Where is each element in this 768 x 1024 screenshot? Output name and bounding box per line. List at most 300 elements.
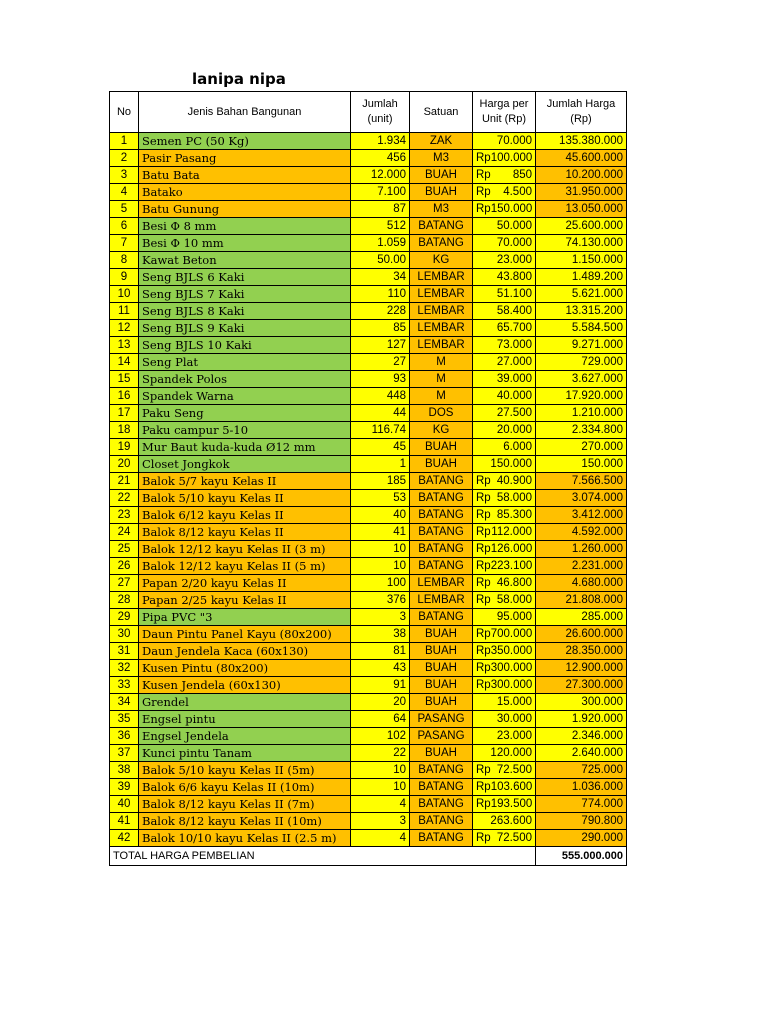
cell-unit-price[interactable] — [473, 677, 536, 694]
cell-no[interactable]: 33 — [110, 677, 139, 694]
cell-material-name[interactable]: Grendel — [139, 694, 351, 711]
cell-quantity[interactable]: 3 — [351, 813, 410, 830]
price-value: 100.000 — [490, 152, 533, 164]
cell-quantity[interactable]: 10 — [351, 762, 410, 779]
price-value: 126.000 — [490, 543, 533, 555]
cell-unit[interactable]: BATANG — [410, 541, 473, 558]
total-row — [110, 847, 627, 866]
table-row — [110, 235, 627, 252]
cell-unit-price[interactable] — [473, 133, 536, 150]
cell-total-price[interactable]: 28.350.000 — [536, 643, 627, 660]
cell-quantity[interactable]: 12.000 — [351, 167, 410, 184]
cell-quantity[interactable]: 41 — [351, 524, 410, 541]
cell-unit-price[interactable] — [473, 201, 536, 218]
cell-quantity[interactable]: 100 — [351, 575, 410, 592]
cell-total-price[interactable]: 10.200.000 — [536, 167, 627, 184]
cell-material-name[interactable]: Papan 2/25 kayu Kelas II — [139, 592, 351, 609]
cell-unit[interactable]: M — [410, 354, 473, 371]
cell-quantity[interactable]: 85 — [351, 320, 410, 337]
cell-unit[interactable]: M3 — [410, 150, 473, 167]
cell-quantity[interactable]: 3 — [351, 609, 410, 626]
price-value: 65.700 — [496, 322, 532, 334]
cell-unit[interactable]: BATANG — [410, 235, 473, 252]
cell-no[interactable]: 1 — [110, 133, 139, 150]
cell-material-name[interactable]: Batu Bata — [139, 167, 351, 184]
cell-unit-price[interactable] — [473, 558, 536, 575]
cell-unit[interactable]: BUAH — [410, 694, 473, 711]
cell-unit[interactable]: LEMBAR — [410, 303, 473, 320]
cell-unit[interactable]: M — [410, 388, 473, 405]
cell-unit-price[interactable] — [473, 643, 536, 660]
cell-material-name[interactable]: Balok 5/10 kayu Kelas II — [139, 490, 351, 507]
cell-quantity[interactable]: 1.934 — [351, 133, 410, 150]
cell-quantity[interactable]: 102 — [351, 728, 410, 745]
header-no[interactable]: No — [110, 92, 139, 133]
cell-quantity[interactable]: 127 — [351, 337, 410, 354]
cell-material-name[interactable]: Engsel Jendela — [139, 728, 351, 745]
table-row — [110, 677, 627, 694]
cell-unit-price[interactable] — [473, 592, 536, 609]
cell-unit[interactable]: BUAH — [410, 439, 473, 456]
price-value: 850 — [512, 169, 532, 181]
cell-total-price[interactable]: 790.800 — [536, 813, 627, 830]
cell-unit[interactable]: BATANG — [410, 490, 473, 507]
cell-no[interactable]: 32 — [110, 660, 139, 677]
header-price[interactable]: Harga per Unit (Rp) — [473, 92, 536, 133]
cell-material-name[interactable]: Balok 8/12 kayu Kelas II — [139, 524, 351, 541]
cell-unit-price[interactable] — [473, 779, 536, 796]
cell-quantity[interactable]: 34 — [351, 269, 410, 286]
cell-unit-price[interactable] — [473, 269, 536, 286]
cell-unit[interactable]: BUAH — [410, 456, 473, 473]
cell-unit-price[interactable] — [473, 167, 536, 184]
cell-quantity[interactable]: 10 — [351, 541, 410, 558]
cell-no[interactable]: 14 — [110, 354, 139, 371]
cell-total-price[interactable]: 17.920.000 — [536, 388, 627, 405]
cell-no[interactable]: 6 — [110, 218, 139, 235]
cell-unit-price[interactable] — [473, 575, 536, 592]
cell-unit[interactable]: LEMBAR — [410, 269, 473, 286]
cell-material-name[interactable]: Spandek Warna — [139, 388, 351, 405]
cell-unit[interactable]: PASANG — [410, 711, 473, 728]
cell-no[interactable]: 18 — [110, 422, 139, 439]
currency-prefix: Rp — [476, 832, 491, 844]
cell-no[interactable]: 36 — [110, 728, 139, 745]
cell-unit-price[interactable] — [473, 235, 536, 252]
cell-total-price[interactable]: 13.050.000 — [536, 201, 627, 218]
cell-no[interactable]: 35 — [110, 711, 139, 728]
cell-material-name[interactable]: Balok 6/6 kayu Kelas II (10m) — [139, 779, 351, 796]
cell-total-price[interactable]: 3.074.000 — [536, 490, 627, 507]
cell-no[interactable]: 23 — [110, 507, 139, 524]
cell-total-price[interactable]: 2.640.000 — [536, 745, 627, 762]
cell-no[interactable]: 20 — [110, 456, 139, 473]
cell-material-name[interactable]: Seng BJLS 7 Kaki — [139, 286, 351, 303]
cell-quantity[interactable]: 45 — [351, 439, 410, 456]
cell-material-name[interactable]: Kusen Jendela (60x130) — [139, 677, 351, 694]
cell-unit-price[interactable] — [473, 762, 536, 779]
cell-material-name[interactable]: Besi Φ 10 mm — [139, 235, 351, 252]
total-value[interactable]: 555.000.000 — [536, 847, 627, 866]
cell-total-price[interactable]: 1.036.000 — [536, 779, 627, 796]
table-row — [110, 473, 627, 490]
cell-no[interactable]: 40 — [110, 796, 139, 813]
cell-total-price[interactable]: 150.000 — [536, 456, 627, 473]
price-value: 72.500 — [496, 764, 532, 776]
currency-prefix: Rp — [476, 560, 491, 572]
cell-no[interactable]: 17 — [110, 405, 139, 422]
cell-unit-price[interactable] — [473, 626, 536, 643]
cell-material-name[interactable]: Pasir Pasang — [139, 150, 351, 167]
cell-material-name[interactable]: Kawat Beton — [139, 252, 351, 269]
price-value: 120.000 — [490, 747, 532, 759]
cell-unit[interactable]: BUAH — [410, 745, 473, 762]
cell-unit-price[interactable] — [473, 218, 536, 235]
cell-material-name[interactable]: Balok 5/7 kayu Kelas II — [139, 473, 351, 490]
cell-total-price[interactable]: 21.808.000 — [536, 592, 627, 609]
currency-prefix: Rp — [476, 662, 491, 674]
cell-material-name[interactable]: Closet Jongkok — [139, 456, 351, 473]
cell-quantity[interactable]: 10 — [351, 558, 410, 575]
cell-total-price[interactable]: 300.000 — [536, 694, 627, 711]
cell-no[interactable]: 12 — [110, 320, 139, 337]
currency-prefix: Rp — [476, 492, 491, 504]
cell-no[interactable]: 29 — [110, 609, 139, 626]
cell-unit[interactable]: BATANG — [410, 762, 473, 779]
cell-unit[interactable]: PASANG — [410, 728, 473, 745]
header-name[interactable]: Jenis Bahan Bangunan — [139, 92, 351, 133]
cell-unit-price[interactable] — [473, 694, 536, 711]
cell-unit[interactable]: BATANG — [410, 218, 473, 235]
cell-material-name[interactable]: Balok 10/10 kayu Kelas II (2.5 m) — [139, 830, 351, 847]
cell-material-name[interactable]: Engsel pintu — [139, 711, 351, 728]
table-row — [110, 218, 627, 235]
cell-material-name[interactable]: Seng BJLS 9 Kaki — [139, 320, 351, 337]
cell-quantity[interactable]: 87 — [351, 201, 410, 218]
cell-unit[interactable]: BATANG — [410, 796, 473, 813]
cell-material-name[interactable]: Daun Jendela Kaca (60x130) — [139, 643, 351, 660]
table-row — [110, 286, 627, 303]
cell-no[interactable]: 10 — [110, 286, 139, 303]
cell-total-price[interactable]: 74.130.000 — [536, 235, 627, 252]
cell-no[interactable]: 41 — [110, 813, 139, 830]
cell-quantity[interactable]: 185 — [351, 473, 410, 490]
header-unit[interactable]: Satuan — [410, 92, 473, 133]
cell-quantity[interactable]: 40 — [351, 507, 410, 524]
cell-total-price[interactable]: 1.150.000 — [536, 252, 627, 269]
cell-total-price[interactable]: 31.950.000 — [536, 184, 627, 201]
cell-total-price[interactable]: 5.584.500 — [536, 320, 627, 337]
cell-quantity[interactable]: 50.00 — [351, 252, 410, 269]
cell-quantity[interactable]: 22 — [351, 745, 410, 762]
cell-no[interactable]: 30 — [110, 626, 139, 643]
cell-total-price[interactable]: 270.000 — [536, 439, 627, 456]
cell-unit[interactable]: BUAH — [410, 643, 473, 660]
cell-material-name[interactable]: Balok 12/12 kayu Kelas II (3 m) — [139, 541, 351, 558]
cell-total-price[interactable]: 285.000 — [536, 609, 627, 626]
cell-unit[interactable]: BATANG — [410, 830, 473, 847]
cell-no[interactable]: 16 — [110, 388, 139, 405]
cell-total-price[interactable]: 7.566.500 — [536, 473, 627, 490]
cell-unit-price[interactable] — [473, 830, 536, 847]
cell-quantity[interactable]: 91 — [351, 677, 410, 694]
cell-quantity[interactable]: 4 — [351, 796, 410, 813]
cell-unit[interactable]: BATANG — [410, 507, 473, 524]
cell-material-name[interactable]: Seng BJLS 10 Kaki — [139, 337, 351, 354]
cell-total-price[interactable]: 2.334.800 — [536, 422, 627, 439]
price-value: 223.100 — [490, 560, 533, 572]
cell-total-price[interactable]: 25.600.000 — [536, 218, 627, 235]
cell-material-name[interactable]: Batu Gunung — [139, 201, 351, 218]
cell-unit[interactable]: LEMBAR — [410, 286, 473, 303]
price-value: 150.000 — [490, 203, 533, 215]
price-value: 58.000 — [496, 492, 532, 504]
cell-total-price[interactable]: 27.300.000 — [536, 677, 627, 694]
cell-unit-price[interactable] — [473, 456, 536, 473]
cell-unit[interactable]: BUAH — [410, 184, 473, 201]
cell-material-name[interactable]: Balok 8/12 kayu Kelas II (10m) — [139, 813, 351, 830]
cell-quantity[interactable]: 53 — [351, 490, 410, 507]
price-value: 6.000 — [503, 441, 532, 453]
cell-total-price[interactable]: 3.412.000 — [536, 507, 627, 524]
cell-unit-price[interactable] — [473, 252, 536, 269]
cell-no[interactable]: 21 — [110, 473, 139, 490]
cell-quantity[interactable]: 93 — [351, 371, 410, 388]
cell-no[interactable]: 39 — [110, 779, 139, 796]
cell-no[interactable]: 22 — [110, 490, 139, 507]
cell-quantity[interactable]: 1 — [351, 456, 410, 473]
cell-total-price[interactable]: 5.621.000 — [536, 286, 627, 303]
table-row — [110, 320, 627, 337]
cell-no[interactable]: 4 — [110, 184, 139, 201]
cell-quantity[interactable]: 44 — [351, 405, 410, 422]
price-value: 300.000 — [490, 679, 533, 691]
price-value: 30.000 — [496, 713, 532, 725]
cell-unit[interactable]: LEMBAR — [410, 337, 473, 354]
cell-quantity[interactable]: 110 — [351, 286, 410, 303]
cell-material-name[interactable]: Seng BJLS 8 Kaki — [139, 303, 351, 320]
cell-unit-price[interactable] — [473, 320, 536, 337]
cell-quantity[interactable]: 4 — [351, 830, 410, 847]
cell-total-price[interactable]: 1.210.000 — [536, 405, 627, 422]
cell-quantity[interactable]: 7.100 — [351, 184, 410, 201]
price-value: 72.500 — [496, 832, 532, 844]
cell-no[interactable]: 31 — [110, 643, 139, 660]
cell-unit[interactable]: KG — [410, 422, 473, 439]
header-qty[interactable]: Jumlah (unit) — [351, 92, 410, 133]
cell-unit[interactable]: BATANG — [410, 558, 473, 575]
cell-no[interactable]: 19 — [110, 439, 139, 456]
cell-quantity[interactable]: 27 — [351, 354, 410, 371]
cell-total-price[interactable]: 290.000 — [536, 830, 627, 847]
cell-unit[interactable]: M3 — [410, 201, 473, 218]
cell-total-price[interactable]: 2.231.000 — [536, 558, 627, 575]
cell-no[interactable]: 34 — [110, 694, 139, 711]
cell-material-name[interactable]: Balok 8/12 kayu Kelas II (7m) — [139, 796, 351, 813]
cell-unit-price[interactable] — [473, 337, 536, 354]
cell-total-price[interactable]: 9.271.000 — [536, 337, 627, 354]
price-value: 58.400 — [496, 305, 532, 317]
cell-total-price[interactable]: 12.900.000 — [536, 660, 627, 677]
table-row — [110, 405, 627, 422]
cell-unit-price[interactable] — [473, 745, 536, 762]
cell-unit-price[interactable] — [473, 286, 536, 303]
cell-quantity[interactable]: 376 — [351, 592, 410, 609]
cell-material-name[interactable]: Seng Plat — [139, 354, 351, 371]
cell-unit-price[interactable] — [473, 354, 536, 371]
cell-material-name[interactable]: Semen PC (50 Kg) — [139, 133, 351, 150]
cell-unit-price[interactable] — [473, 609, 536, 626]
price-value: 51.100 — [496, 288, 532, 300]
cell-no[interactable]: 7 — [110, 235, 139, 252]
cell-unit-price[interactable] — [473, 796, 536, 813]
cell-total-price[interactable]: 3.627.000 — [536, 371, 627, 388]
cell-no[interactable]: 42 — [110, 830, 139, 847]
cell-unit-price[interactable] — [473, 524, 536, 541]
cell-material-name[interactable]: Paku Seng — [139, 405, 351, 422]
cell-no[interactable]: 28 — [110, 592, 139, 609]
cell-unit[interactable]: ZAK — [410, 133, 473, 150]
cell-total-price[interactable]: 1.489.200 — [536, 269, 627, 286]
cell-unit-price[interactable] — [473, 507, 536, 524]
cell-unit[interactable]: BATANG — [410, 609, 473, 626]
cell-material-name[interactable]: Batako — [139, 184, 351, 201]
cell-quantity[interactable]: 228 — [351, 303, 410, 320]
cell-no[interactable]: 26 — [110, 558, 139, 575]
currency-prefix: Rp — [476, 594, 491, 606]
cell-unit[interactable]: DOS — [410, 405, 473, 422]
cell-no[interactable]: 11 — [110, 303, 139, 320]
cell-unit-price[interactable] — [473, 150, 536, 167]
cell-no[interactable]: 27 — [110, 575, 139, 592]
cell-material-name[interactable]: Daun Pintu Panel Kayu (80x200) — [139, 626, 351, 643]
cell-unit[interactable]: BATANG — [410, 524, 473, 541]
cell-material-name[interactable]: Kusen Pintu (80x200) — [139, 660, 351, 677]
cell-total-price[interactable]: 2.346.000 — [536, 728, 627, 745]
cell-material-name[interactable]: Papan 2/20 kayu Kelas II — [139, 575, 351, 592]
cell-material-name[interactable]: Balok 5/10 kayu Kelas II (5m) — [139, 762, 351, 779]
price-value: 15.000 — [496, 696, 532, 708]
cell-material-name[interactable]: Pipa PVC "3 — [139, 609, 351, 626]
cell-quantity[interactable]: 43 — [351, 660, 410, 677]
cell-no[interactable]: 3 — [110, 167, 139, 184]
cell-material-name[interactable]: Kunci pintu Tanam — [139, 745, 351, 762]
cell-total-price[interactable]: 45.600.000 — [536, 150, 627, 167]
cell-total-price[interactable]: 774.000 — [536, 796, 627, 813]
price-value: 70.000 — [496, 135, 532, 147]
cell-quantity[interactable]: 10 — [351, 779, 410, 796]
cell-unit[interactable]: LEMBAR — [410, 320, 473, 337]
cell-unit[interactable]: BATANG — [410, 813, 473, 830]
cell-unit[interactable]: LEMBAR — [410, 592, 473, 609]
cell-material-name[interactable]: Spandek Polos — [139, 371, 351, 388]
cell-quantity[interactable]: 448 — [351, 388, 410, 405]
cell-material-name[interactable]: Besi Φ 8 mm — [139, 218, 351, 235]
cell-material-name[interactable]: Seng BJLS 6 Kaki — [139, 269, 351, 286]
cell-unit-price[interactable] — [473, 422, 536, 439]
cell-quantity[interactable]: 456 — [351, 150, 410, 167]
cell-unit[interactable]: KG — [410, 252, 473, 269]
cell-unit-price[interactable] — [473, 371, 536, 388]
cell-unit[interactable]: BATANG — [410, 779, 473, 796]
cell-quantity[interactable]: 1.059 — [351, 235, 410, 252]
price-value: 39.000 — [496, 373, 532, 385]
cell-no[interactable]: 13 — [110, 337, 139, 354]
currency-prefix: Rp — [476, 475, 491, 487]
cell-quantity[interactable]: 20 — [351, 694, 410, 711]
cell-no[interactable]: 8 — [110, 252, 139, 269]
cell-quantity[interactable]: 512 — [351, 218, 410, 235]
cell-quantity[interactable]: 38 — [351, 626, 410, 643]
cell-unit[interactable]: M — [410, 371, 473, 388]
cell-unit-price[interactable] — [473, 660, 536, 677]
table-row — [110, 558, 627, 575]
header-total[interactable]: Jumlah Harga (Rp) — [536, 92, 627, 133]
cell-total-price[interactable]: 4.680.000 — [536, 575, 627, 592]
price-value: 700.000 — [490, 628, 533, 640]
cell-no[interactable]: 25 — [110, 541, 139, 558]
cell-quantity[interactable]: 64 — [351, 711, 410, 728]
cell-quantity[interactable]: 81 — [351, 643, 410, 660]
price-value: 193.500 — [490, 798, 533, 810]
cell-unit[interactable]: BUAH — [410, 167, 473, 184]
cell-total-price[interactable]: 1.920.000 — [536, 711, 627, 728]
cell-no[interactable]: 15 — [110, 371, 139, 388]
cell-unit-price[interactable] — [473, 473, 536, 490]
cell-unit-price[interactable] — [473, 711, 536, 728]
cell-unit[interactable]: BATANG — [410, 473, 473, 490]
cell-unit[interactable]: BUAH — [410, 677, 473, 694]
cell-unit-price[interactable] — [473, 405, 536, 422]
cell-unit-price[interactable] — [473, 813, 536, 830]
cell-unit-price[interactable] — [473, 388, 536, 405]
cell-unit[interactable]: BUAH — [410, 660, 473, 677]
cell-total-price[interactable]: 4.592.000 — [536, 524, 627, 541]
cell-total-price[interactable]: 729.000 — [536, 354, 627, 371]
cell-unit-price[interactable] — [473, 303, 536, 320]
cell-no[interactable]: 37 — [110, 745, 139, 762]
cell-no[interactable]: 24 — [110, 524, 139, 541]
cell-unit-price[interactable] — [473, 184, 536, 201]
table-row — [110, 575, 627, 592]
cell-total-price[interactable]: 13.315.200 — [536, 303, 627, 320]
cell-material-name[interactable]: Balok 12/12 kayu Kelas II (5 m) — [139, 558, 351, 575]
cell-no[interactable]: 5 — [110, 201, 139, 218]
cell-unit[interactable]: LEMBAR — [410, 575, 473, 592]
cell-unit-price[interactable] — [473, 541, 536, 558]
cell-total-price[interactable]: 1.260.000 — [536, 541, 627, 558]
cell-unit[interactable]: BUAH — [410, 626, 473, 643]
cell-no[interactable]: 2 — [110, 150, 139, 167]
cell-material-name[interactable]: Paku campur 5-10 — [139, 422, 351, 439]
cell-unit-price[interactable] — [473, 439, 536, 456]
table-row — [110, 252, 627, 269]
cell-unit-price[interactable] — [473, 728, 536, 745]
total-label[interactable]: TOTAL HARGA PEMBELIAN — [110, 847, 536, 866]
cell-total-price[interactable]: 725.000 — [536, 762, 627, 779]
table-row — [110, 643, 627, 660]
cell-total-price[interactable]: 26.600.000 — [536, 626, 627, 643]
cell-total-price[interactable]: 135.380.000 — [536, 133, 627, 150]
cell-quantity[interactable]: 116.74 — [351, 422, 410, 439]
cell-no[interactable]: 9 — [110, 269, 139, 286]
cell-material-name[interactable]: Mur Baut kuda-kuda Ø12 mm — [139, 439, 351, 456]
currency-prefix: Rp — [476, 628, 491, 640]
cell-unit-price[interactable] — [473, 490, 536, 507]
price-value: 50.000 — [496, 220, 532, 232]
cell-no[interactable]: 38 — [110, 762, 139, 779]
cell-material-name[interactable]: Balok 6/12 kayu Kelas II — [139, 507, 351, 524]
